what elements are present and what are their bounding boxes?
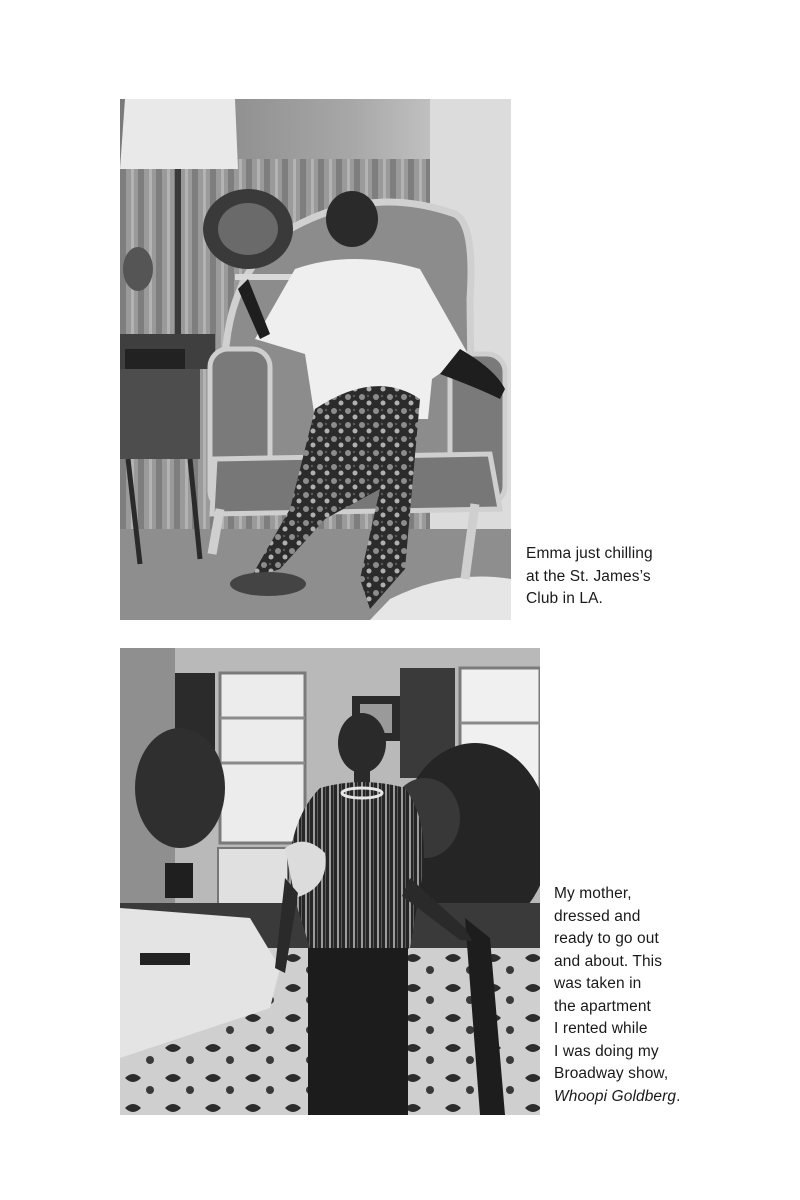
photo-emma-armchair [120,99,511,620]
caption-line: ready to go out [554,930,659,947]
caption-line: My mother, [554,885,632,902]
show-title: Whoopi Goldberg [554,1087,677,1105]
caption-emma [526,543,653,611]
caption-line: at the St. James’s [526,567,651,585]
photo-mother-apartment-image [120,648,540,1115]
caption-line: Club in LA. [526,590,603,607]
caption-period: . [676,1087,681,1105]
caption-line: dressed and [554,907,641,925]
caption-line: I rented while [554,1020,648,1037]
caption-line: and about. This [554,952,663,970]
caption-line: Broadway show, [554,1065,669,1082]
caption-mother [554,883,681,1108]
caption-line: I was doing my [554,1042,659,1060]
caption-line: was taken in [554,975,642,992]
caption-line: the apartment [554,997,651,1015]
caption-line: Emma just chilling [526,545,653,562]
caption-last-line [554,1086,681,1109]
photo-mother-apartment [120,648,540,1115]
photo-emma-armchair-image [120,99,511,620]
